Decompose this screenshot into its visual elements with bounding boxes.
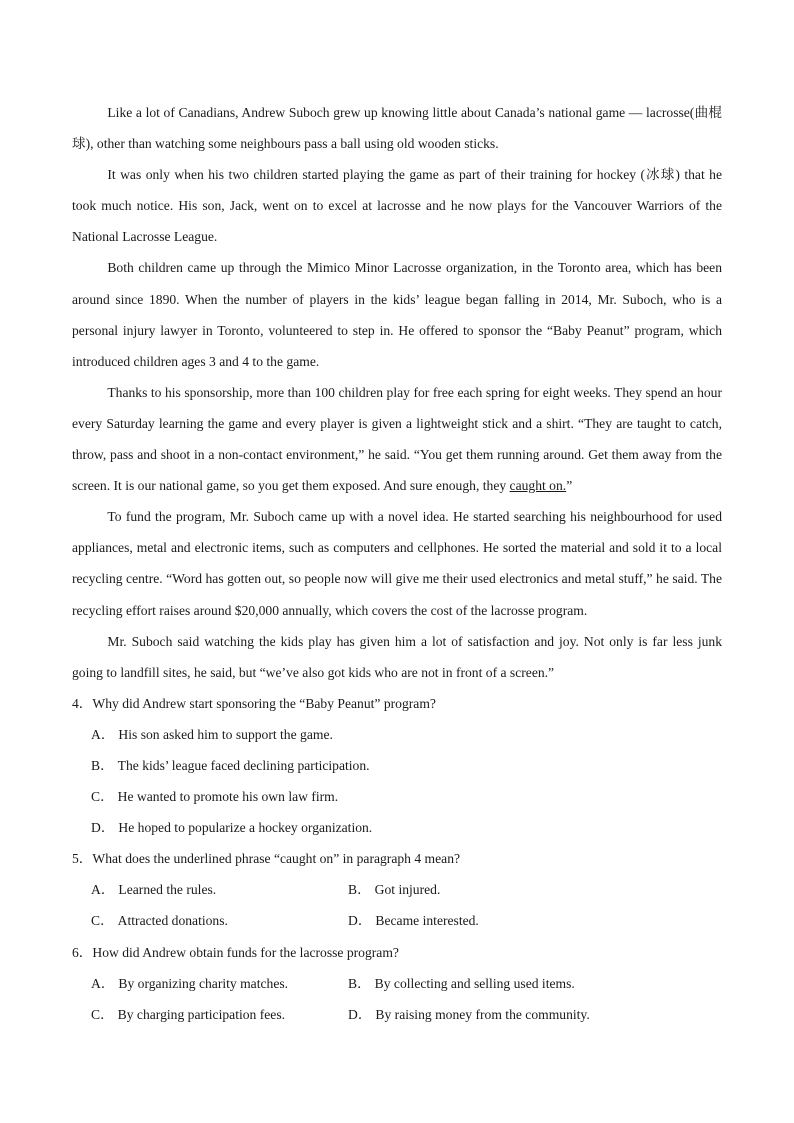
option-a[interactable] (91, 874, 348, 905)
option-d[interactable] (348, 999, 590, 1030)
paragraph-4-text: Thanks to his sponsorship, more than 100 children play for free each spring for eight weeks. They spend an hour every Saturday learning the game and every player is given a lightweight stick and a shirt. “They are taught to catch, throw, pass and shoot in a non-contact environment,” he said. “You get them running around. Get them away from the screen. It is our national game, so you get them exposed. And sure enough, they (72, 384, 722, 494)
option-letter: A． (91, 882, 115, 898)
option-a[interactable] (91, 968, 348, 999)
option-text: Learned the rules. (118, 882, 217, 898)
option-c[interactable] (91, 999, 348, 1030)
option-text: He hoped to popularize a hockey organization. (118, 820, 373, 836)
option-letter: C． (91, 913, 114, 929)
option-text: Attracted donations. (117, 913, 228, 929)
option-text: By organizing charity matches. (118, 975, 289, 991)
option-letter: A． (91, 975, 115, 991)
option-letter: B． (91, 757, 114, 773)
option-d[interactable] (348, 905, 479, 936)
option-text: His son asked him to support the game. (118, 726, 333, 742)
option-letter: B． (348, 975, 371, 991)
option-b[interactable] (348, 968, 575, 999)
option-letter: D． (348, 913, 372, 929)
option-a[interactable] (91, 719, 333, 750)
option-c[interactable] (91, 781, 338, 812)
option-text: By raising money from the community. (375, 1006, 590, 1022)
option-letter: C． (91, 1006, 114, 1022)
option-c[interactable] (91, 905, 348, 936)
answer-options (72, 719, 722, 843)
option-text: Became interested. (375, 913, 479, 929)
answer-options (72, 874, 722, 936)
passage-paragraph-3: Both children came up through the Mimico Minor Lacrosse organization, in the Toronto area, which has been around since 1890. When the number of players in the kids’ league began falling in 2014, Mr. Suboch, who is a personal injury lawyer in Toronto, volunteered to step in. He offered to sponsor the “Baby Peanut” program, which introduced children ages 3 and 4 to the game. (72, 260, 722, 369)
question-5 (72, 843, 722, 936)
option-letter: C． (91, 789, 114, 805)
option-text: By collecting and selling used items. (374, 975, 575, 991)
question-6 (72, 937, 722, 1030)
paragraph-4-closing-quote: ” (566, 478, 573, 494)
question-stem: 4．Why did Andrew start sponsoring the “Baby Peanut” program? (72, 695, 436, 711)
option-letter: B． (348, 882, 371, 898)
option-text: He wanted to promote his own law firm. (117, 789, 339, 805)
option-b[interactable] (91, 750, 370, 781)
question-stem: 6．How did Andrew obtain funds for the lacrosse program? (72, 944, 399, 960)
option-letter: A． (91, 726, 115, 742)
question-stem: 5．What does the underlined phrase “caught on” in paragraph 4 mean? (72, 851, 461, 867)
passage-paragraph-6: Mr. Suboch said watching the kids play has given him a lot of satisfaction and joy. Not only is far less junk going to landfill sites, he said, but “we’ve also got kids who are not in front of a screen.” (72, 633, 722, 680)
option-letter: D． (348, 1006, 372, 1022)
passage-paragraph-5: To fund the program, Mr. Suboch came up with a novel idea. He started searching his neighbourhood for used appliances, metal and electronic items, such as computers and cellphones. He sorted the material and sold it to a local recycling centre. “Word has gotten out, so people now will give me their used electronics and metal stuff,” he said. The recycling effort raises around $20,000 annually, which covers the cost of the lacrosse program. (72, 509, 722, 618)
worksheet-page (72, 97, 722, 1030)
answer-options (72, 968, 722, 1030)
option-letter: D． (91, 820, 115, 836)
option-b[interactable] (348, 874, 440, 905)
question-4 (72, 688, 722, 843)
option-d[interactable] (91, 812, 372, 843)
option-text: The kids’ league faced declining participation. (117, 757, 370, 773)
option-text: Got injured. (374, 882, 441, 898)
passage-paragraph-1: Like a lot of Canadians, Andrew Suboch grew up knowing little about Canada’s national game — lacrosse(曲棍球), other than watching some neighbours pass a ball using old wooden sticks. (72, 105, 722, 152)
option-text: By charging participation fees. (117, 1006, 286, 1022)
underlined-phrase: caught on. (509, 478, 567, 494)
passage-paragraph-2: It was only when his two children started playing the game as part of their training for hockey (冰球) that he took much notice. His son, Jack, went on to excel at lacrosse and he now plays for the Vancouver Warriors of the National Lacrosse League. (72, 167, 722, 245)
passage-paragraph-4 (72, 377, 722, 501)
